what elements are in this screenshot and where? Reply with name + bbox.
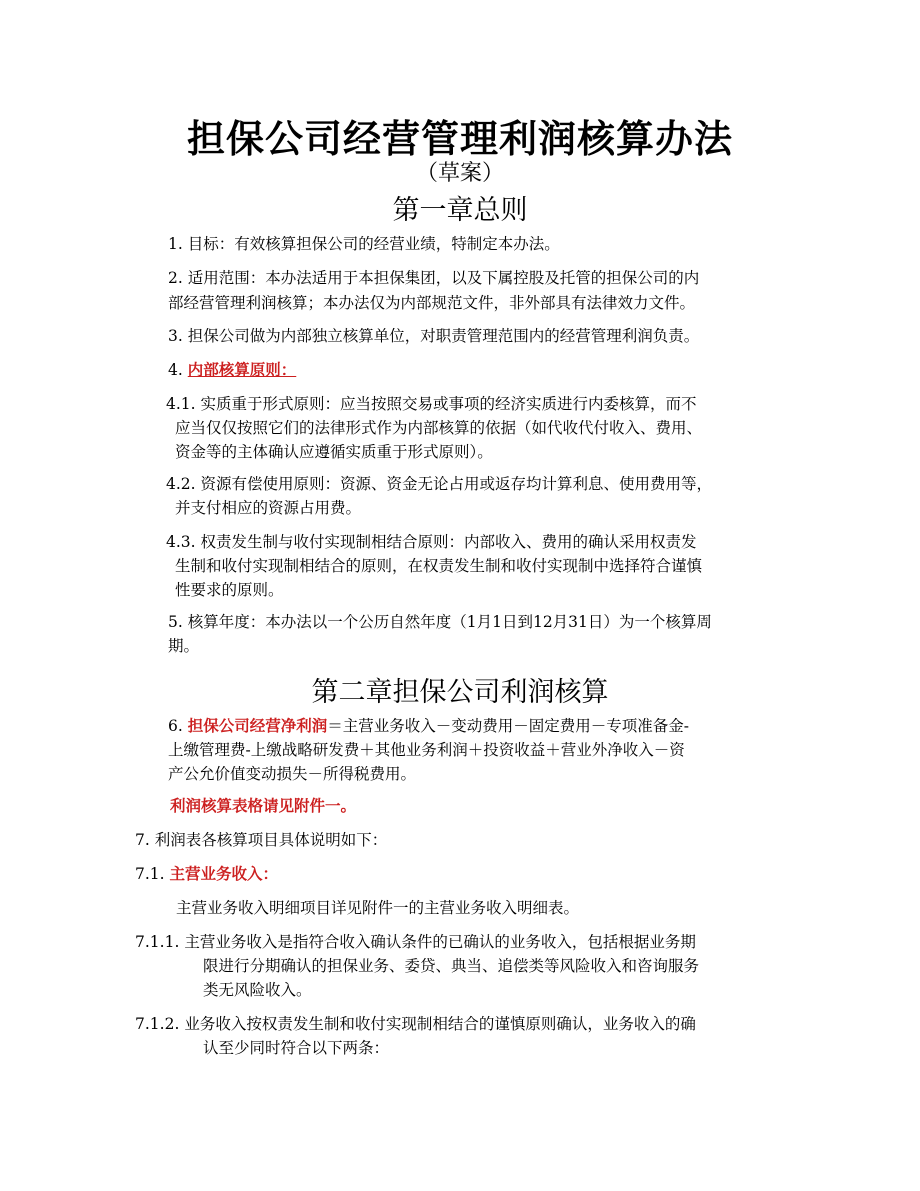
clause-number: 4.3. (166, 533, 196, 551)
net-profit-term: 担保公司经营净利润 (187, 717, 328, 735)
clause-4-2 (166, 472, 712, 497)
clause-3 (168, 324, 699, 349)
clause-4-1 (166, 392, 697, 417)
clause-heading-internal-accounting: 内部核算原则： (187, 361, 297, 379)
document-subtitle: （草案） (415, 161, 504, 186)
clause-4-1-line-2: 应当仅仅按照它们的法律形式作为内部核算的依据（如代收代付收入、费用、 (175, 419, 703, 437)
clause-number: 7.1. (135, 865, 165, 883)
clause-7-1-2-line-2: 认至少同时符合以下两条： (203, 1039, 390, 1057)
clause-2-continuation: 部经营管理利润核算；本办法仅为内部规范文件，非外部具有法律效力文件。 (168, 294, 696, 312)
clause-4-3-line-2: 生制和收付实现制相结合的原则，在权责发生制和收付实现制中选择符合谨慎 (175, 557, 703, 575)
clause-number: 4. (168, 361, 183, 379)
clause-number: 3. (168, 327, 183, 345)
clause-4-3 (166, 530, 697, 555)
clause-6 (168, 714, 689, 739)
clause-text: 主营业务收入是指符合收入确认条件的已确认的业务收入，包括根据业务期 (184, 933, 696, 951)
clause-number: 2. (168, 269, 183, 287)
clause-number: 7.1.2. (135, 1015, 180, 1033)
clause-7-1-description: 主营业务收入明细项目详见附件一的主营业务收入明细表。 (176, 899, 580, 917)
chapter-1-heading: 第一章总则 (392, 195, 528, 226)
clause-1 (168, 232, 560, 257)
clause-text: 适用范围：本办法适用于本担保集团，以及下属控股及托管的担保公司的内 (187, 269, 700, 287)
clause-text: 实质重于形式原则：应当按照交易或事项的经济实质进行内委核算，而不 (200, 395, 697, 413)
clause-text: 目标：有效核算担保公司的经营业绩，特制定本办法。 (187, 235, 560, 253)
clause-6-line-2: 上缴管理费-上缴战略研发费＋其他业务利润＋投资收益＋营业外净收入－资 (168, 741, 685, 759)
clause-5 (168, 610, 712, 635)
clause-4-3-line-3: 性要求的原则。 (175, 581, 284, 599)
clause-4-1-line-3: 资金等的主体确认应遵循实质重于形式原则）。 (175, 443, 493, 461)
clause-text: 资源有偿使用原则：资源、资金无论占用或返存均计算利息、使用费用等， (200, 475, 713, 493)
clause-text: 担保公司做为内部独立核算单位，对职责管理范围内的经营管理利润负责。 (187, 327, 700, 345)
clause-7-1-1 (135, 930, 696, 955)
clause-text: 权责发生制与收付实现制相结合原则：内部收入、费用的确认采用权责发 (200, 533, 697, 551)
clause-text: ＝主营业务收入－变动费用－固定费用－专项准备金- (327, 717, 689, 735)
clause-2 (168, 266, 808, 291)
clause-7 (135, 828, 387, 853)
clause-number: 4.2. (166, 475, 196, 493)
clause-7-1-1-line-2: 限进行分期确认的担保业务、委贷、典当、追偿类等风险收入和咨询服务 (203, 957, 700, 975)
clause-number: 7. (135, 831, 150, 849)
clause-heading-main-revenue: 主营业务收入： (169, 865, 279, 883)
clause-4 (168, 358, 296, 383)
clause-4-2-line-2: 并支付相应的资源占用费。 (175, 499, 362, 517)
clause-number: 4.1. (166, 395, 196, 413)
clause-number: 7.1.1. (135, 933, 180, 951)
clause-text: 利润表各核算项目具体说明如下： (154, 831, 388, 849)
chapter-2-heading: 第二章担保公司利润核算 (311, 677, 609, 708)
clause-5-continuation: 期。 (168, 637, 200, 655)
profit-table-note: 利润核算表格请见附件一。 (170, 797, 357, 815)
document-title: 担保公司经营管理利润核算办法 (186, 117, 733, 161)
clause-6-line-3: 产公允价值变动损失－所得税费用。 (168, 765, 417, 783)
clause-7-1-1-line-3: 类无风险收入。 (203, 981, 312, 999)
clause-number: 1. (168, 235, 183, 253)
clause-7-1-2 (135, 1012, 696, 1037)
clause-number: 5. (168, 613, 183, 631)
clause-7-1 (135, 862, 278, 887)
clause-text: 核算年度：本办法以一个公历自然年度（1月1日到12月31日）为一个核算周 (187, 613, 712, 631)
clause-text: 业务收入按权责发生制和收付实现制相结合的谨慎原则确认，业务收入的确 (184, 1015, 696, 1033)
clause-number: 6. (168, 717, 183, 735)
